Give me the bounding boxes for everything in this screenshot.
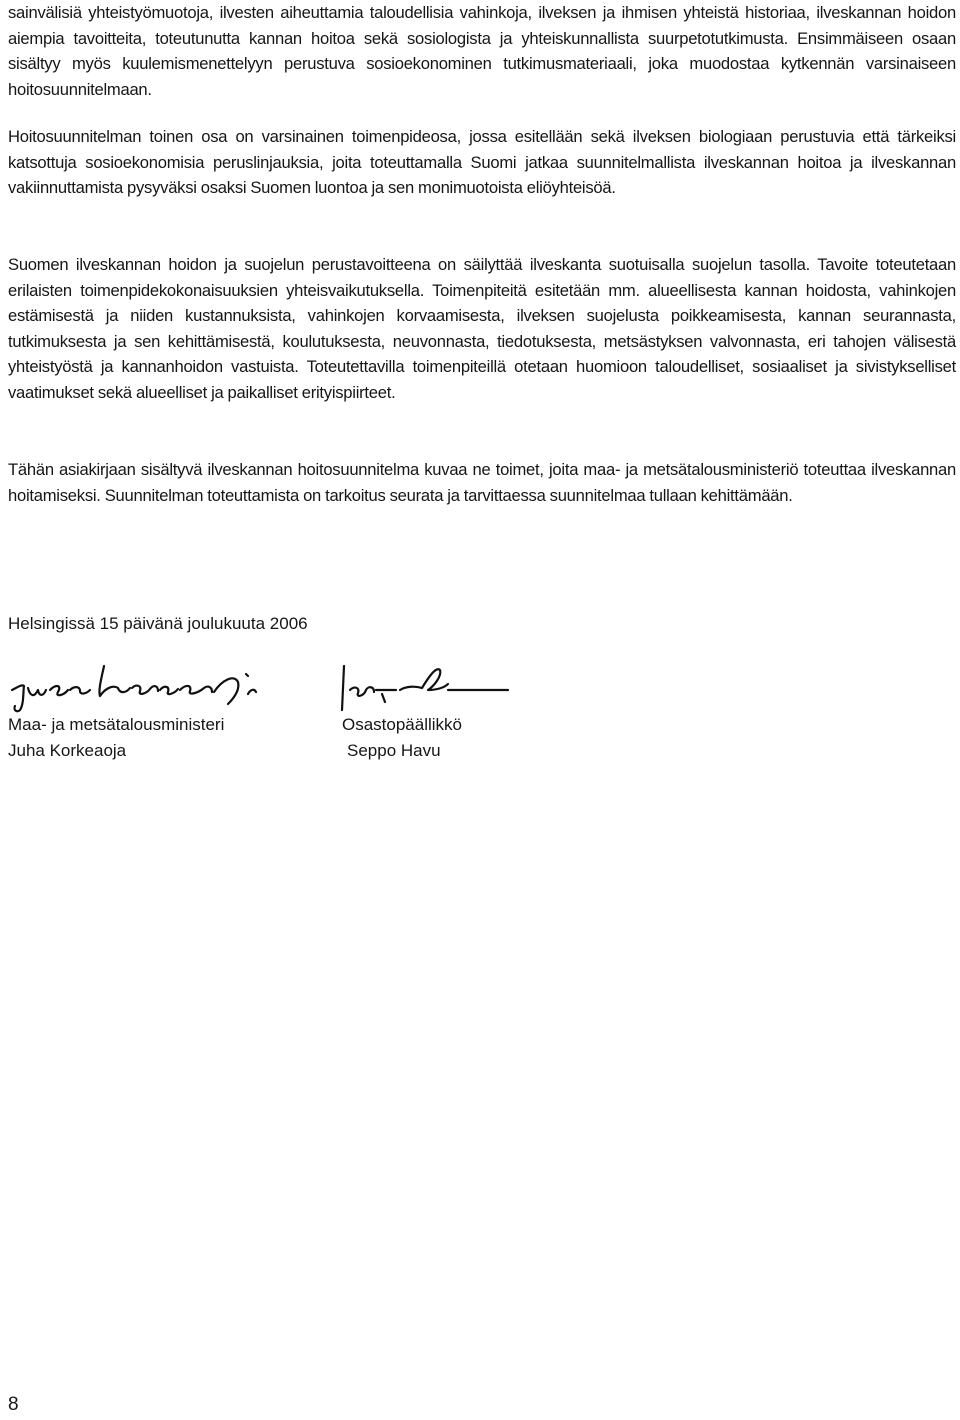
signatory-2-role: Osastopäällikkö [342,715,463,734]
signatory-1-name: Juha Korkeaoja [8,741,127,760]
paragraph-2: Hoitosuunnitelman toinen osa on varsinainen toimenpideosa, jossa esitellään sekä ilveksen biologiaan perustuvia että tärkeiksi katsottuja sosioekonomisia peruslinjauksia, joita toteuttamalla Suomi jatkaa suunnitelmallista ilveskannan hoitoa ja ilveskannan vakiinnuttamista pysyväksi osaksi Suomen luontoa ja sen monimuotoista eliöyhteisöä. [8,127,956,197]
signature-block-minister [8,660,268,760]
paragraph-3: Suomen ilveskannan hoidon ja suojelun perustavoitteena on säilyttää ilveskanta suotuisalla suojelun tasolla. Tavoite toteutetaan erilaisten toimenpidekokonaisuuksien yhteisvaikutuksella. Toimenpiteitä esitetään mm. alueellisesta kannan hoidosta, vahinkojen estämisestä ja niiden kustannuksista, vahinkojen korvaamisesta, ilveksen suojelusta poikkeamisesta, kannan seurannasta, tutkimuksesta ja sen kehittämisestä, koulutuksesta, neuvonnasta, tiedotuksesta, metsästyksen valvonnasta, eri tahojen välisestä yhteistyöstä ja kannanhoidon vastuista. Toteutettavilla toimenpiteillä otetaan huomioon taloudelliset, sosiaaliset ja sivistykselliset vaatimukset sekä alueelliset ja paikalliset erityispiirteet. [8,255,956,402]
signature-korkeaoja-icon [8,660,268,716]
paragraph-4: Tähän asiakirjaan sisältyvä ilveskannan hoitosuunnitelma kuvaa ne toimet, joita maa- ja metsätalousministeriö toteuttaa ilveskannan hoitamiseksi. Suunnitelman toteuttamista on tarkoitus seurata ja tarvittaessa suunnitelmaa tullaan kehittämään. [8,460,956,505]
paragraph-1: sainvälisiä yhteistyömuotoja, ilvesten aiheuttamia taloudellisia vahinkoja, ilveksen ja ihmisen yhteistä historiaa, ilveskannan hoidon aiempia tavoitteita, toteutunutta kannan hoitoa sekä sosiologista ja yhteiskunnallista suurpetotutkimusta. Ensimmäiseen osaan sisältyy myös kuulemismenettelyyn perustuva sosioekonominen tutkimusmateriaali, joka muodostaa kytkennän varsinaiseen hoitosuunnitelmaan. [8,3,956,99]
place-and-date: Helsingissä 15 päivänä joulukuuta 2006 [8,614,308,633]
signature-block-head-of-department [336,660,536,760]
page-number: 8 [8,1394,19,1415]
signature-havu-icon [336,660,516,716]
signatory-1-role: Maa- ja metsätalousministeri [8,715,225,734]
signatory-2-name: Seppo Havu [347,741,441,760]
